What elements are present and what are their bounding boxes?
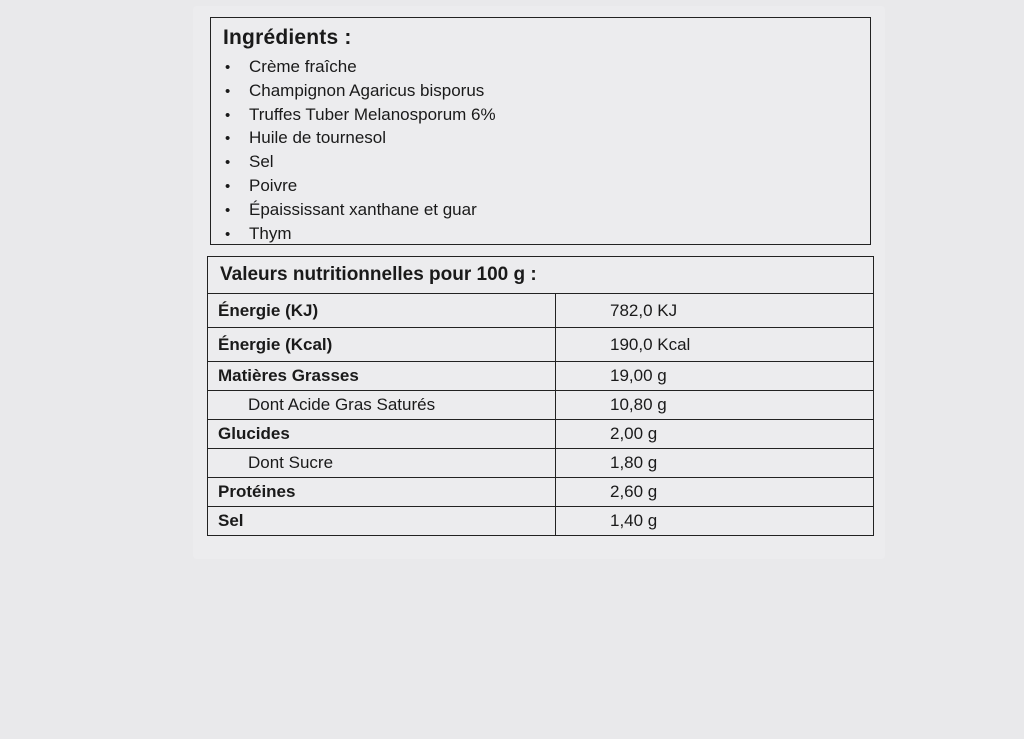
nutrient-value: 2,00 g <box>556 420 874 449</box>
table-row <box>208 449 874 478</box>
nutrient-subname: Dont Sucre <box>208 449 556 478</box>
nutrient-name: Protéines <box>208 478 556 507</box>
nutrient-value: 10,80 g <box>556 391 874 420</box>
nutrient-name: Sel <box>208 507 556 536</box>
table-row <box>208 328 874 362</box>
ingredient-item: • Truffes Tuber Melanosporum 6% <box>225 104 496 128</box>
nutrient-subname: Dont Acide Gras Saturés <box>208 391 556 420</box>
table-row <box>208 507 874 536</box>
ingredient-item: • Sel <box>225 151 496 175</box>
nutrition-table <box>207 256 874 536</box>
nutrition-title: Valeurs nutritionnelles pour 100 g : <box>208 257 874 294</box>
nutrient-value: 190,0 Kcal <box>556 328 874 362</box>
ingredients-list <box>225 56 496 246</box>
nutrition-title-row <box>208 257 874 294</box>
nutrient-value: 782,0 KJ <box>556 294 874 328</box>
nutrient-name: Glucides <box>208 420 556 449</box>
ingredient-item: • Crème fraîche <box>225 56 496 80</box>
ingredients-box <box>210 17 871 245</box>
table-row <box>208 294 874 328</box>
table-row <box>208 478 874 507</box>
nutrient-name: Matières Grasses <box>208 362 556 391</box>
table-row <box>208 420 874 449</box>
bullet-icon: • <box>225 177 231 195</box>
nutrient-value: 1,80 g <box>556 449 874 478</box>
ingredient-item: • Épaississant xanthane et guar <box>225 199 496 223</box>
ingredient-item: • Poivre <box>225 175 496 199</box>
nutrient-value: 1,40 g <box>556 507 874 536</box>
ingredient-item: • Thym <box>225 223 496 247</box>
bullet-icon: • <box>225 225 231 243</box>
ingredients-title: Ingrédients : <box>223 26 352 49</box>
nutrient-value: 19,00 g <box>556 362 874 391</box>
bullet-icon: • <box>225 130 231 148</box>
bullet-icon: • <box>225 154 231 172</box>
ingredient-item: • Huile de tournesol <box>225 127 496 151</box>
bullet-icon: • <box>225 82 231 100</box>
ingredient-item: • Champignon Agaricus bisporus <box>225 80 496 104</box>
nutrient-name: Énergie (KJ) <box>208 294 556 328</box>
table-row <box>208 391 874 420</box>
bullet-icon: • <box>225 201 231 219</box>
nutrient-name: Énergie (Kcal) <box>208 328 556 362</box>
bullet-icon: • <box>225 59 231 76</box>
table-row <box>208 362 874 391</box>
nutrient-value: 2,60 g <box>556 478 874 507</box>
bullet-icon: • <box>225 106 231 124</box>
